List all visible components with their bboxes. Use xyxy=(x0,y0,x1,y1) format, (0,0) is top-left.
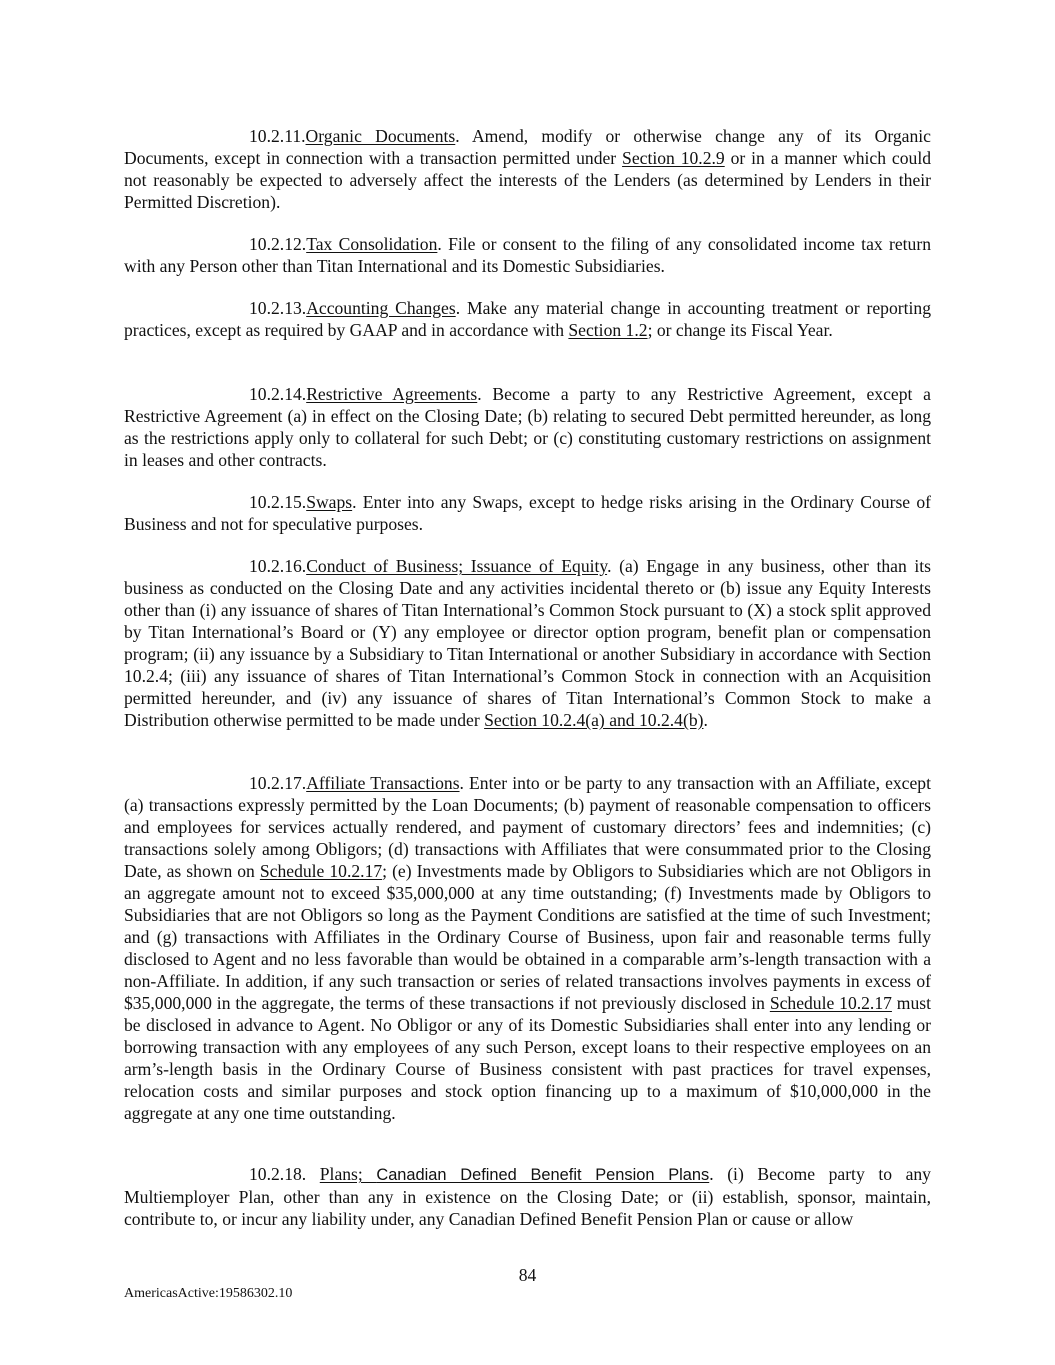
cross-reference: Schedule 10.2.17 xyxy=(769,993,892,1013)
cross-reference: Section 1.2 xyxy=(568,320,648,340)
section-10-2-11 xyxy=(124,125,931,213)
section-text: . Enter into any Swaps, except to hedge risks arising in the Ordinary Course of Business and not for speculative purposes. xyxy=(124,492,931,534)
section-heading: Plans; xyxy=(319,1164,377,1184)
section-text: must be disclosed in advance to Agent. No Obligor or any of its Domestic Subsidiaries shall enter into any lending or borrowing transaction with any employees of any such Person, except loans to their respective employees on an arm’s-length basis in the Ordinary Course of Business consistent with past practices for travel expenses, relocation costs and similar purposes and stock option financing up to a maximum of $10,000,000 in the aggregate at any one time outstanding. xyxy=(124,993,931,1123)
document-id: AmericasActive:19586302.10 xyxy=(124,1286,293,1301)
page-number: 84 xyxy=(518,1265,537,1285)
section-text: . Enter into or be party to any transaction with an Affiliate, except (a) transactions expressly permitted by the Loan Documents; (b) payment of reasonable compensation to officers and employees for services actually rendered, and payment of customary directors’ fees and indemnities; (c) transactions solely among Obligors; (d) transactions with Affiliates that were consummated prior to the Closing Date, as shown on xyxy=(124,773,931,881)
section-text: . Make any material change in accounting treatment or reporting practices, except as required by GAAP and in accordance with xyxy=(124,298,931,340)
section-heading: Restrictive Agreements xyxy=(306,384,478,404)
section-heading: Accounting Changes xyxy=(306,298,456,318)
section-text: . (i) Become party to any Multiemployer Plan, other than any in existence on the Closing Date; or (ii) establish, sponsor, maintain, contribute to, or incur any liability under, any Canadian Defined Benefit Pension Plan or cause or allow xyxy=(124,1164,931,1229)
section-text: ; or change its Fiscal Year. xyxy=(647,320,833,340)
section-10-2-14 xyxy=(124,383,931,471)
section-10-2-17 xyxy=(124,772,931,1124)
section-text: or in a manner which could not reasonably be expected to adversely affect the interests of the Lenders (as determined by Lenders in their Permitted Discretion). xyxy=(124,148,932,212)
section-number: 10.2.11. xyxy=(249,126,306,146)
section-number: 10.2.14. xyxy=(249,384,307,404)
section-number: 10.2.18. xyxy=(249,1164,320,1184)
section-text: . (a) Engage in any business, other than its business as conducted on the Closing Date and any activities incidental thereto or (b) issue any Equity Interests other than (i) any issuance of shares of Titan International’s Common Stock pursuant to (X) a stock split approved by Titan International’s Board or (Y) any employee or director option program, benefit plan or compensation program; (ii) any issuance by a Subsidiary to Titan International or another Subsidiary in accordance with Section 10.2.4; (iii) any issuance of shares of Titan International’s Common Stock in connection with an Acquisition permitted hereunder, and (iv) any issuance of shares of Titan International’s Common Stock to make a Distribution otherwise permitted to be made under xyxy=(124,556,931,730)
cross-reference: Section 10.2.4(a) and 10.2.4(b) xyxy=(484,710,704,730)
section-heading: Conduct of Business; Issuance of Equity xyxy=(306,556,608,576)
cross-reference: Schedule 10.2.17 xyxy=(259,861,383,881)
section-10-2-12 xyxy=(124,233,931,277)
cross-reference: Section 10.2.9 xyxy=(622,148,725,168)
section-text: ; (e) Investments made by Obligors to Subsidiaries which are not Obligors in an aggregate amount not to exceed $35,000,000 at any time outstanding; (f) Investments made by Obligors to Subsidiaries that are not Obligors so long as the Payment Conditions are satisfied at the time of such Investment; and (g) transactions with Affiliates in the Ordinary Course of Business, upon fair and reasonable terms fully disclosed to Agent and no less favorable than would be obtained in a comparable arm’s-length transaction with a non-Affiliate. In addition, if any such transaction or series of related transactions involves payments in excess of $35,000,000 in the aggregate, the terms of these transactions if not previously disclosed in xyxy=(124,861,931,1013)
section-text: . File or consent to the filing of any consolidated income tax return with any Person other than Titan International and its Domestic Subsidiaries. xyxy=(124,234,932,276)
section-number: 10.2.16. xyxy=(249,556,307,576)
section-text: . xyxy=(703,710,708,730)
section-text: . Amend, modify or otherwise change any of its Organic Documents, except in connection with a transaction permitted under xyxy=(124,126,931,168)
section-heading: Affiliate Transactions xyxy=(306,773,460,793)
section-heading: Tax Consolidation xyxy=(306,234,438,254)
section-number: 10.2.15. xyxy=(249,492,307,512)
section-number: 10.2.12. xyxy=(249,234,307,254)
section-10-2-15 xyxy=(124,491,931,535)
section-heading: Swaps xyxy=(306,492,353,512)
section-10-2-13 xyxy=(124,297,931,341)
section-text: . Become a party to any Restrictive Agreement, except a Restrictive Agreement (a) in effect on the Closing Date; (b) relating to secured Debt permitted hereunder, as long as the restrictions apply only to collateral for such Debt; or (c) constituting customary restrictions on assignment in leases and other contracts. xyxy=(124,384,931,470)
section-number: 10.2.17. xyxy=(249,773,307,793)
section-number: 10.2.13. xyxy=(249,298,307,318)
section-heading-continued: Canadian Defined Benefit Pension Plans xyxy=(376,1166,710,1184)
section-heading: Organic Documents xyxy=(305,126,456,146)
section-10-2-18 xyxy=(124,1163,931,1230)
section-10-2-16 xyxy=(124,555,931,731)
